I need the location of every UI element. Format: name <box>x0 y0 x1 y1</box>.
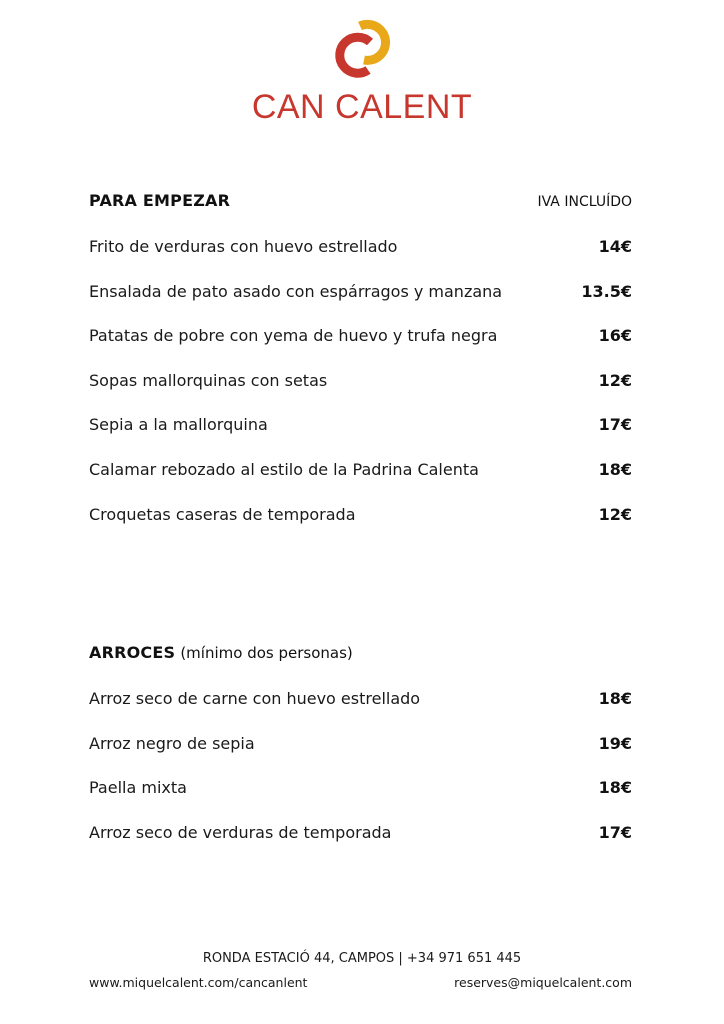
dish-price: 16€ <box>598 326 632 346</box>
dish-price: 13.5€ <box>581 281 632 301</box>
dish-name: Sepia a la mallorquina <box>89 415 268 435</box>
dish-price: 18€ <box>598 689 632 708</box>
footer-address: RONDA ESTACIÓ 44, CAMPOS | +34 971 651 445 <box>202 951 522 966</box>
section-para-empezar <box>89 191 632 549</box>
website-link[interactable]: www.miquelcalent.com/cancanlent <box>89 975 308 990</box>
dish-price: 14€ <box>598 237 632 256</box>
menu-item <box>89 689 632 734</box>
dish-name: Arroz seco de carne con huevo estrellado <box>89 689 421 708</box>
section-header <box>89 643 632 667</box>
dish-name: Paella mixta <box>89 778 187 798</box>
menu-list <box>89 237 632 549</box>
dish-name: Croquetas caseras de temporada <box>89 504 356 524</box>
menu-item <box>89 460 632 505</box>
menu-item <box>89 326 632 371</box>
menu-item <box>89 778 632 823</box>
tax-note: IVA INCLUÍDO <box>537 194 632 210</box>
section-title: ARROCES <box>89 643 176 662</box>
section-arroces <box>89 643 632 867</box>
section-title: PARA EMPEZAR <box>89 191 231 210</box>
dish-name: Arroz seco de verduras de temporada <box>89 822 392 842</box>
menu-item <box>89 415 632 460</box>
menu-item <box>89 237 632 282</box>
dish-name: Calamar rebozado al estilo de la Padrina Calenta <box>89 459 479 479</box>
dish-price: 12€ <box>598 370 632 390</box>
dish-price: 17€ <box>598 415 632 435</box>
brand-logo <box>0 18 724 127</box>
dish-price: 18€ <box>598 459 632 479</box>
dish-name: Patatas de pobre con yema de huevo y trufa negra <box>89 326 498 346</box>
menu-item <box>89 371 632 416</box>
brand-name: CAN CALENT <box>251 88 473 126</box>
dish-name: Ensalada de pato asado con espárragos y manzana <box>89 281 503 301</box>
menu-list <box>89 689 632 867</box>
interlocked-c-logo-icon <box>330 18 394 82</box>
dish-price: 17€ <box>598 822 632 842</box>
menu-item <box>89 282 632 327</box>
dish-price: 18€ <box>598 778 632 798</box>
dish-price: 12€ <box>598 504 632 524</box>
dish-name: Sopas mallorquinas con setas <box>89 370 328 390</box>
section-note: (mínimo dos personas) <box>180 644 353 662</box>
footer-links <box>89 975 632 990</box>
dish-name: Arroz negro de sepia <box>89 733 255 753</box>
menu-item <box>89 823 632 868</box>
dish-price: 19€ <box>598 733 632 753</box>
menu-item <box>89 505 632 550</box>
email-link[interactable]: reserves@miquelcalent.com <box>454 975 632 990</box>
dish-name: Frito de verduras con huevo estrellado <box>89 237 398 256</box>
section-header <box>89 191 632 215</box>
menu-item <box>89 734 632 779</box>
